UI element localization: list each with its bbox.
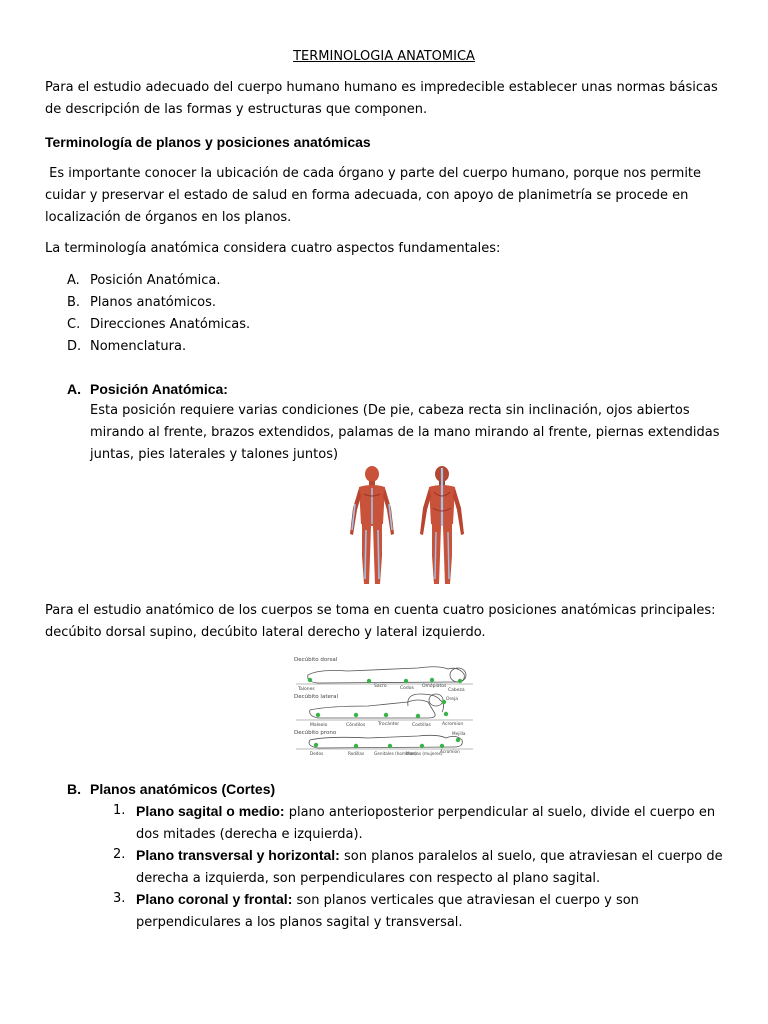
- list-item-aspect: B. Planos anatómicos.: [67, 295, 217, 310]
- point-label: Cabeza: [448, 688, 465, 693]
- point-label: Acromion: [442, 722, 464, 727]
- point-label: Oreja: [446, 697, 459, 702]
- point-label: Acromion: [440, 749, 460, 754]
- positions-illustration: [288, 654, 478, 758]
- section-a-text: Esta posición requiere varias condiciones (De pie, cabeza recta sin inclinación, ojos abiertos mirando al frente, brazos extendidos, palamas de la mano mirando al frente, piernas extendidas juntas, pies laterales y talones juntos): [90, 403, 720, 462]
- list-number: 3.: [113, 891, 126, 906]
- decubitus-positions-figure: [288, 654, 478, 758]
- point-label: Codos: [400, 686, 414, 691]
- plane-item-transversal: Plano transversal y horizontal: son planos paralelos al suelo, que atraviesan el cuerpo de derecha a izquierda, son perpendiculares con respecto al plano sagital.: [136, 847, 723, 886]
- muscle-body-illustration: [340, 464, 475, 590]
- page-title: TERMINOLOGIA ANATOMICA: [293, 49, 475, 64]
- plane-item-sagital: Plano sagital o medio: plano anterioposterior perpendicular al suelo, divide el cuerpo en dos mitades (derecha e izquierda).: [136, 803, 716, 842]
- list-item-aspect: D. Nomenclatura.: [67, 339, 187, 354]
- plane-item-coronal: Plano coronal y frontal: son planos verticales que atraviesan el cuerpo y son perpendiculares a los planos sagital y transversal.: [136, 891, 639, 930]
- point-label: Mejilla: [452, 731, 466, 736]
- list-number: 2.: [113, 847, 126, 862]
- section-b-heading: B. Planos anatómicos (Cortes): [67, 781, 276, 797]
- point-label: Talones: [298, 687, 315, 692]
- point-label: Sacro: [374, 684, 387, 689]
- section-a-heading: A. Posición Anatómica:: [67, 381, 228, 397]
- paragraph-importancia: Es importante conocer la ubicación de cada órgano y parte del cuerpo humano, porque nos permite cuidar y preservar el estado de salud en forma adecuada, con apoyo de planimetría se procede en localización de órganos en los planos.: [45, 166, 706, 225]
- point-label: Rodillas: [348, 751, 365, 756]
- point-label: Maleolo: [310, 723, 328, 728]
- row-title: Decúbito dorsal: [294, 657, 338, 663]
- point-label: Mamas (mujeres): [406, 751, 443, 756]
- front-view-body: [350, 466, 394, 584]
- list-item-aspect: A. Posición Anatómica.: [67, 273, 221, 288]
- paragraph-aspectos: La terminología anatómica considera cuatro aspectos fundamentales:: [45, 241, 501, 256]
- point-label: Dedos: [310, 751, 324, 756]
- point-label: Omóplatos: [422, 684, 447, 689]
- anatomical-position-figure: [340, 464, 475, 590]
- intro-paragraph: Para el estudio adecuado del cuerpo humano humano es impredecible establecer unas normas básicas de descripción de las formas y estructuras que componen.: [45, 80, 718, 117]
- back-view-body: [420, 466, 464, 584]
- point-label: Cóndilos: [346, 723, 366, 728]
- row-title: Decúbito prono: [294, 730, 337, 736]
- point-label: Trocánter: [378, 722, 400, 727]
- point-label: Genitales (hombres): [374, 751, 417, 756]
- list-item-aspect: C. Direcciones Anatómicas.: [67, 317, 251, 332]
- point-label: Costillas: [412, 723, 431, 728]
- paragraph-posiciones: Para el estudio anatómico de los cuerpos se toma en cuenta cuatro posiciones anatómicas principales: decúbito dorsal supino, decúbito lateral derecho y lateral izquierdo.: [45, 603, 716, 640]
- heading-planos-posiciones: Terminología de planos y posiciones anatómicas: [45, 134, 371, 150]
- list-number: 1.: [113, 803, 126, 818]
- row-title: Decúbito lateral: [294, 694, 339, 700]
